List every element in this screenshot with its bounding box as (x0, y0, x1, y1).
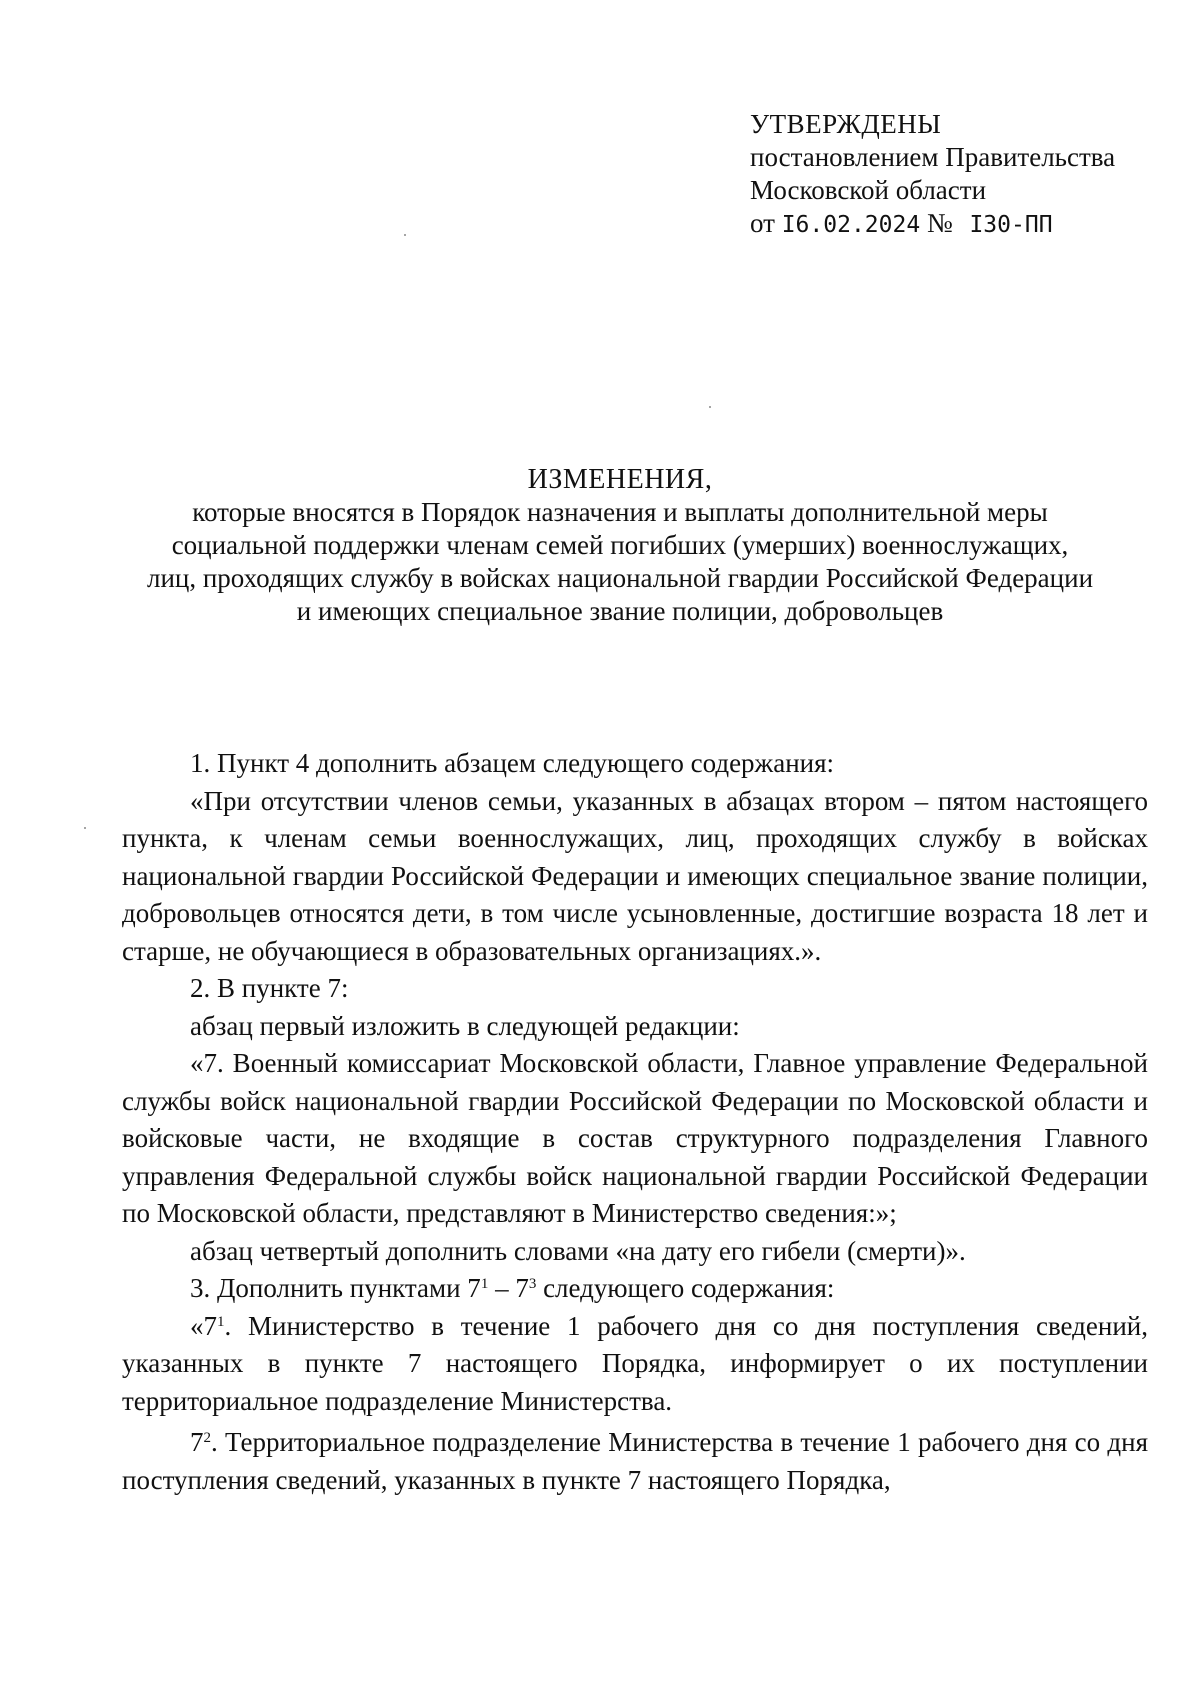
item-7-2-paragraph: $7^2$. Территориальное подразделение Министерства в течение 1 рабочего дня со дня поступления сведений, указанных в пункте 7 настоящего Порядка, (122, 1427, 1148, 1495)
item-1-quote: «При отсутствии членов семьи, указанных в абзацах втором – пятом настоящего пункта, к членам семьи военнослужащих, лиц, проходящих службу в войсках национальной гвардии Российской Федерации и имеющих специальное звание полиции, добровольцев относятся дети, в том числе усыновленные, достигшие возраста 18 лет и старше, не обучающиеся в образовательных организациях.». (122, 785, 1148, 966)
item-3-intro: 3. Дополнить пунктами $7^1 - 7^3$ следующего содержания: (190, 1273, 835, 1303)
item-2-paragraph-1: абзац первый изложить в следующей редакции: (190, 1010, 740, 1041)
approval-date-line (750, 207, 1115, 242)
approval-line-1: постановлением Правительства (750, 142, 1116, 172)
document-heading (100, 463, 1140, 628)
item-2-quote: «7. Военный комиссариат Московской области, Главное управление Федеральной службы войск национальной гвардии Российской Федерации по Московской области и войсковые части, не входящие в состав структурного подразделения Главного управления Федеральной службы войск национальной гвардии Российской Федерации по Московской области, представляют в Министерство сведения:»; (122, 1048, 1148, 1228)
scan-speck (404, 234, 406, 236)
item-1-intro: 1. Пункт 4 дополнить абзацем следующего содержания: (190, 748, 835, 778)
approval-stamp-block (750, 108, 1115, 242)
approval-line-2: Московской области (750, 175, 987, 205)
document-body (122, 745, 1148, 1499)
scan-speck (709, 406, 711, 408)
approval-status: УТВЕРЖДЕНЫ (750, 109, 942, 139)
heading-title: ИЗМЕНЕНИЯ, (527, 464, 713, 495)
heading-line-4: и имеющих специальное звание полиции, добровольцев (296, 596, 944, 626)
item-7-1-paragraph: «$7^1$. Министерство в течение 1 рабочего дня со дня поступления сведений, указанных в пункте 7 настоящего Порядка, информирует о их поступлении территориальное подразделение Министерства. (122, 1310, 1148, 1416)
number-sign: № (926, 208, 953, 238)
heading-line-3: лиц, проходящих службу в войсках национальной гвардии Российской Федерации (146, 563, 1094, 593)
document-number: I30-ПП (969, 212, 1053, 238)
document-date: I6.02.2024 (781, 212, 921, 238)
item-2-intro: 2. В пункте 7: (190, 973, 349, 1003)
date-prefix: от (750, 208, 775, 238)
heading-line-2: социальной поддержки членам семей погибших (умерших) военнослужащих, (171, 530, 1069, 560)
heading-line-1: которые вносятся в Порядок назначения и выплаты дополнительной меры (192, 497, 1048, 527)
scan-speck (84, 827, 86, 829)
item-2-paragraph-2: абзац четвертый дополнить словами «на дату его гибели (смерти)». (190, 1235, 966, 1266)
